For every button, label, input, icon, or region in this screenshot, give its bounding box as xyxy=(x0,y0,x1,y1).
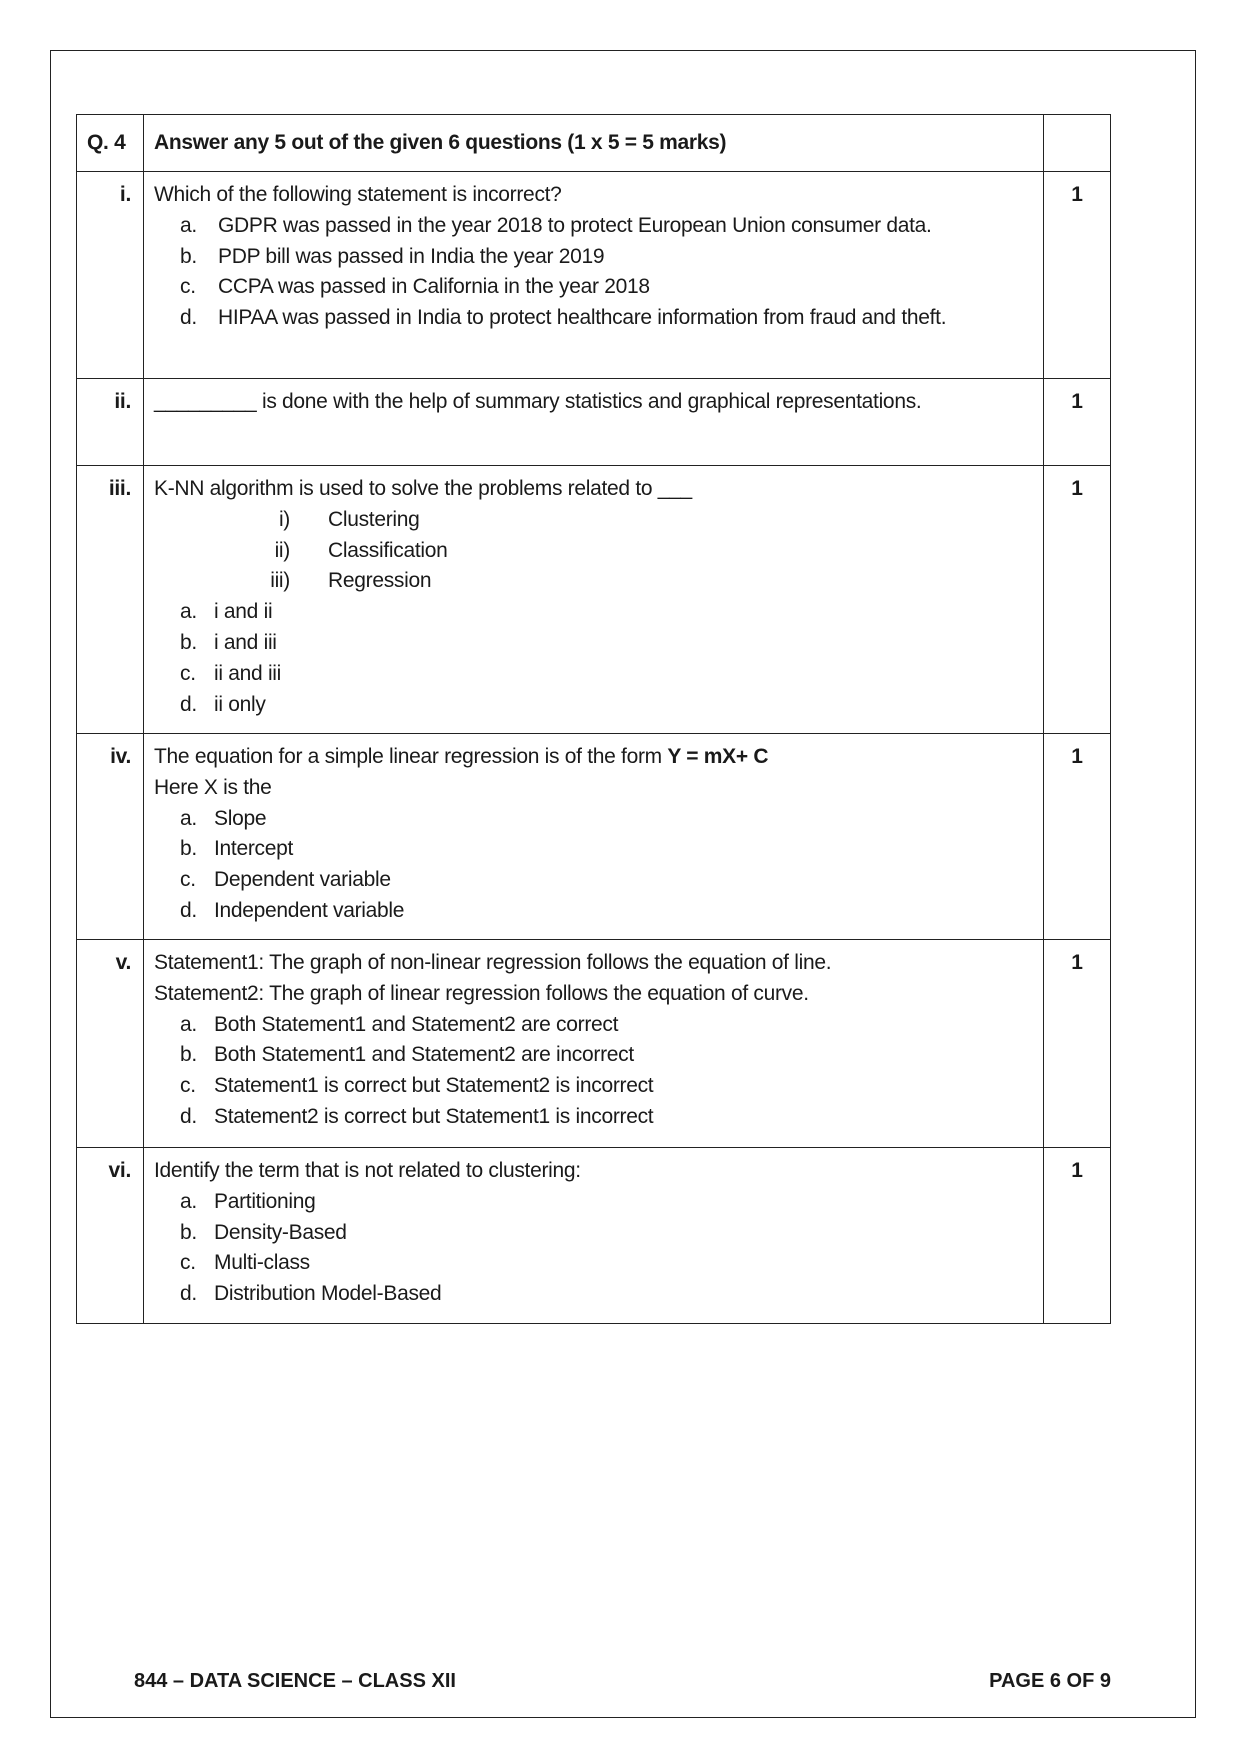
option-label: c. xyxy=(180,275,196,299)
mark-cell xyxy=(1044,115,1111,172)
option-text: Slope xyxy=(214,806,267,830)
option-label: c. xyxy=(180,868,196,892)
question-body xyxy=(144,734,1044,940)
option xyxy=(180,1010,1033,1041)
question-number: ii. xyxy=(77,379,144,466)
option-label: d. xyxy=(180,1104,197,1128)
question-stem: Identify the term that is not related to clustering: xyxy=(154,1159,581,1182)
question-number: i. xyxy=(77,172,144,379)
question-number: iv. xyxy=(77,734,144,940)
option xyxy=(180,1218,1033,1249)
option-label: d. xyxy=(180,306,197,330)
option-label: d. xyxy=(180,1282,197,1306)
option-text: CCPA was passed in California in the year 2018 xyxy=(218,275,650,299)
marks: 1 xyxy=(1044,734,1111,940)
marks: 1 xyxy=(1044,172,1111,379)
option-label: b. xyxy=(180,1220,197,1244)
question-row xyxy=(77,172,1111,379)
option xyxy=(180,1187,1033,1218)
question-row xyxy=(77,1148,1111,1324)
option-text: Intercept xyxy=(214,837,294,861)
header-row xyxy=(77,115,1111,172)
option xyxy=(180,1071,1033,1102)
option-text: Dependent variable xyxy=(214,868,391,892)
option-label: a. xyxy=(180,1189,197,1213)
option xyxy=(180,690,1033,721)
question-stem: _________ is done with the help of summary statistics and graphical representations. xyxy=(154,390,922,413)
option-label: b. xyxy=(180,1043,197,1067)
option-label: d. xyxy=(180,898,197,922)
option xyxy=(180,597,1033,628)
option xyxy=(180,1040,1033,1071)
sub-item xyxy=(240,536,1033,567)
option xyxy=(180,1248,1033,1279)
option-text: Statement1 is correct but Statement2 is incorrect xyxy=(214,1074,654,1098)
option xyxy=(180,1279,1033,1310)
question-stem: Which of the following statement is incorrect? xyxy=(154,183,562,206)
option-label: c. xyxy=(180,1074,196,1098)
question-row xyxy=(77,734,1111,940)
option xyxy=(180,804,1033,835)
question-body xyxy=(144,379,1044,466)
sub-item-text: Regression xyxy=(328,569,432,593)
question-number: v. xyxy=(77,940,144,1148)
footer-page-number: PAGE 6 OF 9 xyxy=(989,1670,1111,1692)
option xyxy=(180,628,1033,659)
option xyxy=(180,303,1033,334)
sub-item xyxy=(240,505,1033,536)
question-row xyxy=(77,940,1111,1148)
question-text xyxy=(154,387,1033,418)
option xyxy=(180,865,1033,896)
option-label: a. xyxy=(180,806,197,830)
option-label: b. xyxy=(180,244,197,268)
option-label: a. xyxy=(180,213,197,237)
equation: Y = mX+ C xyxy=(667,745,769,768)
option-text: Statement2 is correct but Statement1 is incorrect xyxy=(214,1104,654,1128)
marks: 1 xyxy=(1044,1148,1111,1324)
question-text xyxy=(154,180,1033,211)
question-table xyxy=(76,114,1111,1324)
option-text: Partitioning xyxy=(214,1189,316,1213)
sub-item-label: i) xyxy=(278,507,290,531)
option-text: ii only xyxy=(214,692,266,716)
question-body xyxy=(144,172,1044,379)
question-row xyxy=(77,466,1111,734)
option-text: Both Statement1 and Statement2 are incorrect xyxy=(214,1043,634,1067)
option xyxy=(180,1102,1033,1133)
option-text: Distribution Model-Based xyxy=(214,1282,442,1306)
option-text: i and ii xyxy=(214,600,273,624)
question-body xyxy=(144,1148,1044,1324)
option-text: HIPAA was passed in India to protect healthcare information from fraud and theft. xyxy=(218,306,947,330)
question-body xyxy=(144,466,1044,734)
option-label: b. xyxy=(180,630,197,654)
option-label: a. xyxy=(180,600,197,624)
marks: 1 xyxy=(1044,379,1111,466)
sub-item-text: Classification xyxy=(328,538,448,562)
question-number: vi. xyxy=(77,1148,144,1324)
option xyxy=(180,896,1033,927)
question-text xyxy=(154,474,1033,505)
sub-item-label: ii) xyxy=(274,538,290,562)
question-text xyxy=(154,1156,1033,1187)
question-stem: The equation for a simple linear regression is of the form xyxy=(154,745,668,768)
question-text-line2: Statement2: The graph of linear regression follows the equation of curve. xyxy=(154,981,809,1005)
option xyxy=(180,211,1033,242)
question-stem: K-NN algorithm is used to solve the problems related to ___ xyxy=(154,477,692,500)
footer-subject: 844 – DATA SCIENCE – CLASS XII xyxy=(134,1670,456,1692)
option-text: GDPR was passed in the year 2018 to protect European Union consumer data. xyxy=(218,213,932,237)
option xyxy=(180,659,1033,690)
sub-item-text: Clustering xyxy=(328,507,420,531)
option-text: PDP bill was passed in India the year 2019 xyxy=(218,244,605,268)
question-number: Q. 4 xyxy=(77,115,144,172)
option-label: c. xyxy=(180,661,196,685)
option-label: b. xyxy=(180,837,197,861)
sub-item-label: iii) xyxy=(270,569,290,593)
marks: 1 xyxy=(1044,940,1111,1148)
sub-item xyxy=(240,566,1033,597)
question-number: iii. xyxy=(77,466,144,734)
option xyxy=(180,272,1033,303)
question-text xyxy=(154,948,1033,979)
option-text: ii and iii xyxy=(214,661,282,685)
question-stem: Statement1: The graph of non-linear regression follows the equation of line. xyxy=(154,951,832,974)
question-body xyxy=(144,940,1044,1148)
option-text: Both Statement1 and Statement2 are correct xyxy=(214,1012,619,1036)
option-text: Independent variable xyxy=(214,898,405,922)
option-text: i and iii xyxy=(214,630,277,654)
marks: 1 xyxy=(1044,466,1111,734)
question-row xyxy=(77,379,1111,466)
option-label: a. xyxy=(180,1012,197,1036)
option xyxy=(180,242,1033,273)
question-text-line2: Here X is the xyxy=(154,775,272,799)
question-text xyxy=(154,742,1033,773)
instruction: Answer any 5 out of the given 6 questions (1 x 5 = 5 marks) xyxy=(144,115,1044,172)
option xyxy=(180,834,1033,865)
option-text: Multi-class xyxy=(214,1251,310,1275)
option-text: Density-Based xyxy=(214,1220,347,1244)
option-label: c. xyxy=(180,1251,196,1275)
option-label: d. xyxy=(180,692,197,716)
